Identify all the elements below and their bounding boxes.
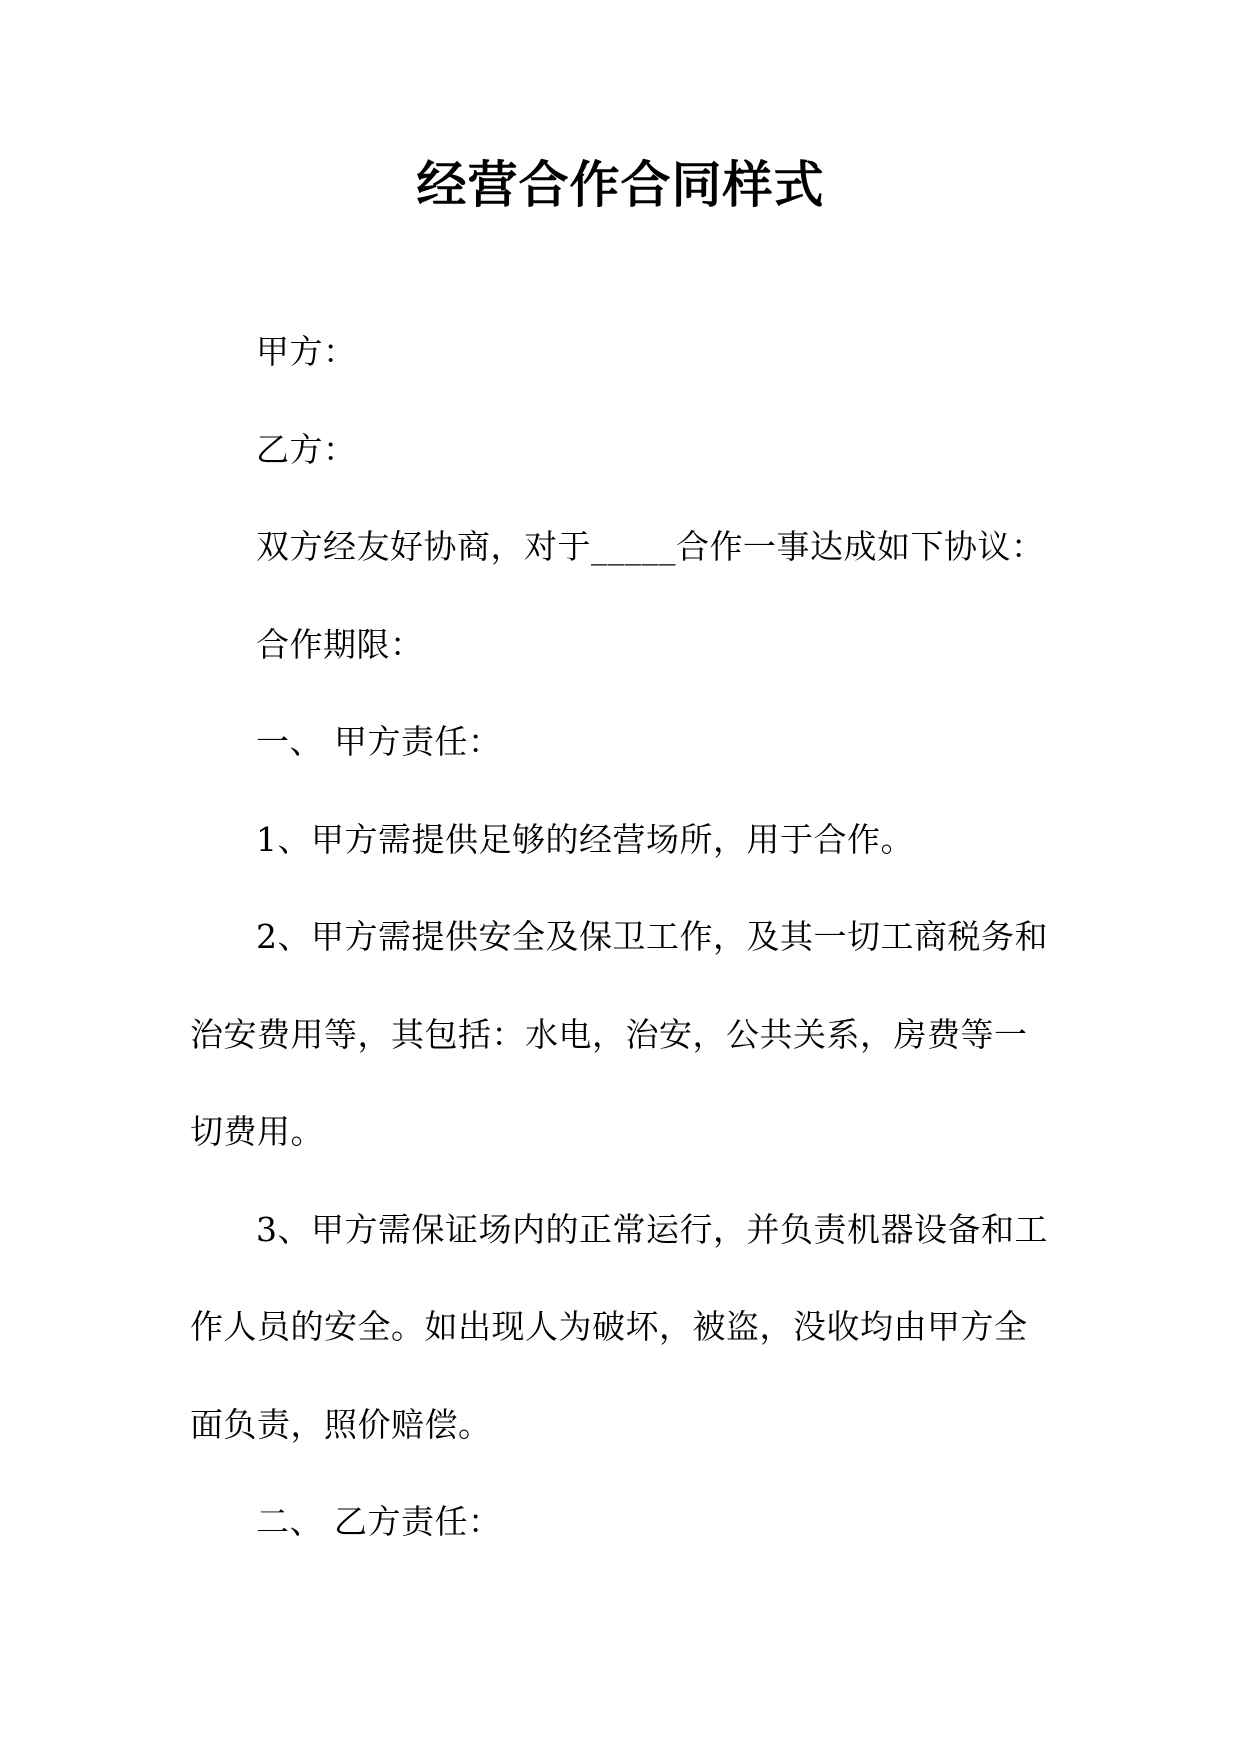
party-b-line: 乙方： (256, 429, 357, 469)
party-a-clause-3: 3、甲方需保证场内的正常运行，并负责机器设备和工作人员的安全。如出现人为破坏，被盗，没收均由甲方全面负责，照价赔偿。 (190, 1209, 1048, 1444)
party-a-clause-1: 1、甲方需提供足够的经营场所，用于合作。 (256, 819, 914, 859)
section-heading-party-a: 一、 甲方责任： (256, 722, 502, 761)
agreement-intro: 双方经友好协商，对于_____合作一事达成如下协议： (256, 527, 1045, 566)
party-a-clause-2: 2、甲方需提供安全及保卫工作，及其一切工商税务和治安费用等，其包括：水电，治安，公共关系，房费等一切费用。 (190, 917, 1048, 1151)
cooperation-period: 合作期限： (256, 624, 424, 664)
party-a-line: 甲方： (256, 332, 357, 371)
section-heading-party-b: 二、 乙方责任： (256, 1502, 502, 1541)
document-title: 经营合作合同样式 (416, 155, 825, 214)
document-body (190, 303, 1050, 1571)
